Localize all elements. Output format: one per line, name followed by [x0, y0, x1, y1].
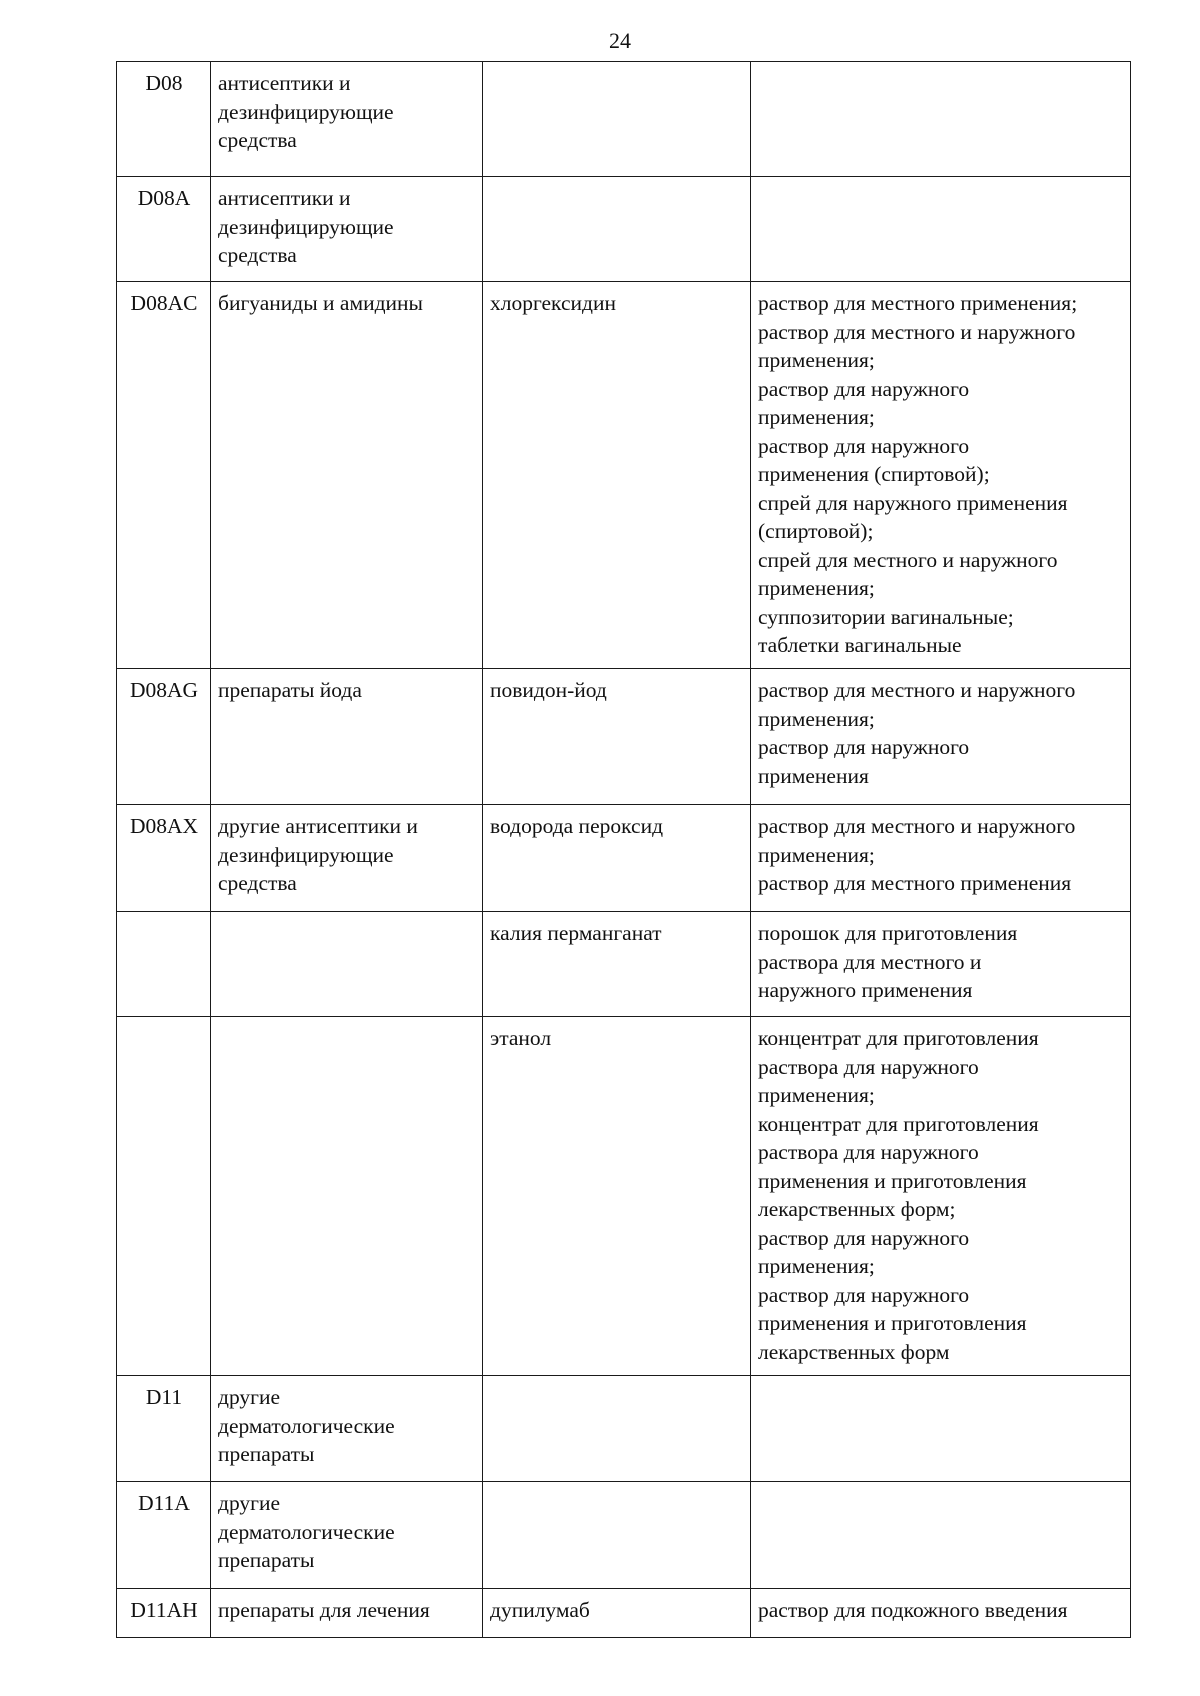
table-row — [117, 1482, 1131, 1589]
atc-code-cell — [117, 912, 211, 1017]
table-row — [117, 282, 1131, 669]
dosage-forms-cell: раствор для местного применения; раствор для местного и наружного применения; раствор для наружного применения; раствор для наружного применения (спиртовой); спрей для наружного применения (спиртовой); спрей для местного и наружного применения; суппозитории вагинальные; таблетки вагинальные — [751, 282, 1131, 669]
drug-name-cell — [483, 1482, 751, 1589]
group-name-cell: другие дерматологические препараты — [211, 1376, 483, 1482]
group-name-cell: другие антисептики и дезинфицирующие средства — [211, 805, 483, 912]
atc-code-cell: D08 — [117, 62, 211, 177]
dosage-forms-cell: раствор для местного и наружного применения; раствор для наружного применения — [751, 669, 1131, 805]
drug-name-cell — [483, 1376, 751, 1482]
dosage-forms-cell — [751, 177, 1131, 282]
drug-name-cell: калия перманганат — [483, 912, 751, 1017]
drug-name-cell — [483, 62, 751, 177]
atc-code-cell: D08AG — [117, 669, 211, 805]
atc-code-cell: D11 — [117, 1376, 211, 1482]
drug-name-cell: повидон-йод — [483, 669, 751, 805]
group-name-cell: препараты для лечения — [211, 1589, 483, 1638]
group-name-cell — [211, 912, 483, 1017]
table-row — [117, 912, 1131, 1017]
table-row — [117, 177, 1131, 282]
drug-name-cell: дупилумаб — [483, 1589, 751, 1638]
table-row — [117, 669, 1131, 805]
dosage-forms-cell: раствор для местного и наружного применения; раствор для местного применения — [751, 805, 1131, 912]
group-name-cell: антисептики и дезинфицирующие средства — [211, 62, 483, 177]
dosage-forms-cell: порошок для приготовления раствора для местного и наружного применения — [751, 912, 1131, 1017]
table-row — [117, 1589, 1131, 1638]
group-name-cell — [211, 1017, 483, 1376]
dosage-forms-cell — [751, 1482, 1131, 1589]
table-row — [117, 805, 1131, 912]
dosage-forms-cell — [751, 62, 1131, 177]
atc-code-cell: D11A — [117, 1482, 211, 1589]
drug-classification-table — [116, 61, 1131, 1638]
group-name-cell: другие дерматологические препараты — [211, 1482, 483, 1589]
atc-code-cell: D11AH — [117, 1589, 211, 1638]
group-name-cell: препараты йода — [211, 669, 483, 805]
atc-code-cell: D08A — [117, 177, 211, 282]
drug-name-cell: этанол — [483, 1017, 751, 1376]
group-name-cell: антисептики и дезинфицирующие средства — [211, 177, 483, 282]
drug-name-cell — [483, 177, 751, 282]
atc-code-cell: D08AX — [117, 805, 211, 912]
atc-code-cell — [117, 1017, 211, 1376]
drug-name-cell: водорода пероксид — [483, 805, 751, 912]
table-row — [117, 1376, 1131, 1482]
dosage-forms-cell — [751, 1376, 1131, 1482]
table-row — [117, 62, 1131, 177]
page-number: 24 — [609, 28, 631, 53]
group-name-cell: бигуаниды и амидины — [211, 282, 483, 669]
atc-code-cell: D08AC — [117, 282, 211, 669]
dosage-forms-cell: концентрат для приготовления раствора для наружного применения; концентрат для приготовления раствора для наружного применения и приготовления лекарственных форм; раствор для наружного применения; раствор для наружного применения и приготовления лекарственных форм — [751, 1017, 1131, 1376]
drug-name-cell: хлоргексидин — [483, 282, 751, 669]
table-row — [117, 1017, 1131, 1376]
dosage-forms-cell: раствор для подкожного введения — [751, 1589, 1131, 1638]
